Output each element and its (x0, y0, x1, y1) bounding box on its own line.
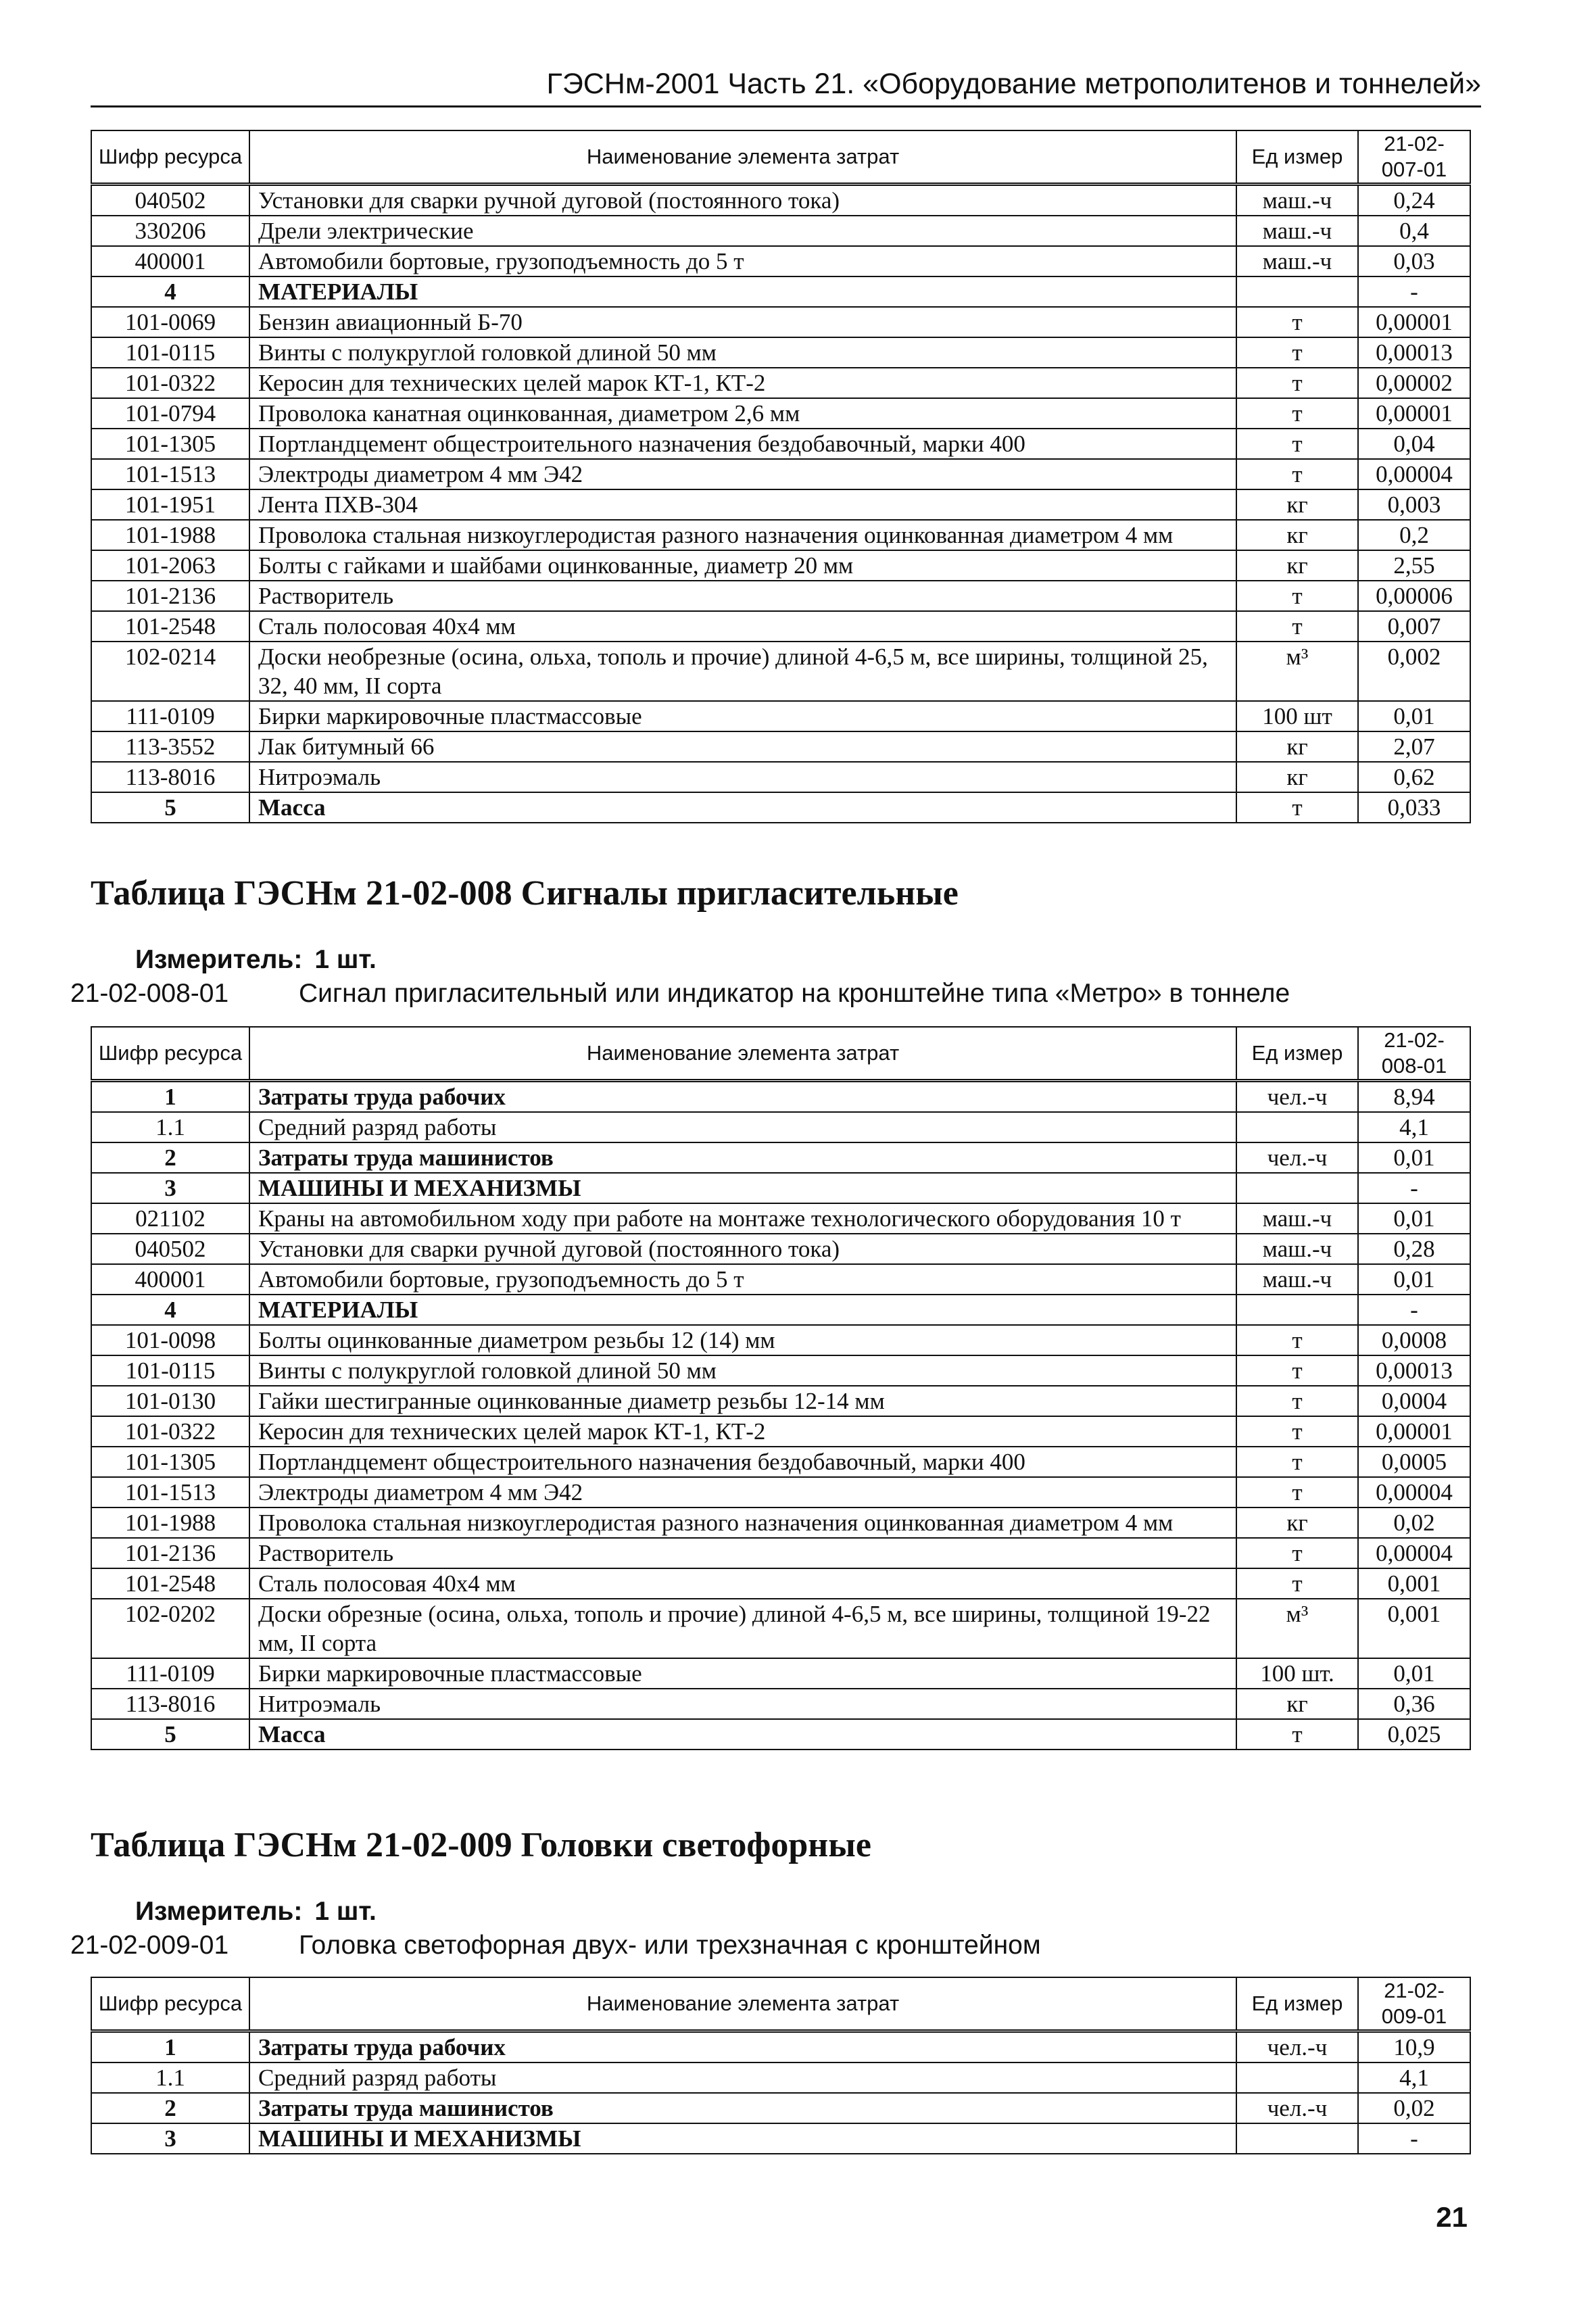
norm-value-cell: 0,01 (1358, 1658, 1470, 1689)
table-row (91, 489, 1470, 520)
resource-name-cell: Доски необрезные (осина, ольха, тополь и прочие) длиной 4-6,5 м, все ширины, толщиной 25, 32, 40 мм, II сорта (249, 642, 1236, 701)
table-header-row (91, 130, 1470, 185)
table-row (91, 762, 1470, 792)
table-row (91, 398, 1470, 429)
table-row (91, 1658, 1470, 1689)
table-header-row (91, 1977, 1470, 2031)
resource-name-cell: Средний разряд работы (249, 1112, 1236, 1142)
unit-cell: м³ (1236, 642, 1358, 701)
norm-value-cell: 10,9 (1358, 2031, 1470, 2063)
norm-value-cell: 4,1 (1358, 1112, 1470, 1142)
table-row (91, 459, 1470, 489)
norm-value-cell: 0,00004 (1358, 1477, 1470, 1507)
table-row (91, 2031, 1470, 2063)
unit-cell: т (1236, 429, 1358, 459)
resource-code-cell: 101-2063 (91, 550, 249, 581)
col-header-code: Шифр ресурса (91, 130, 249, 185)
resource-code-cell: 101-0322 (91, 368, 249, 398)
unit-cell: чел.-ч (1236, 2031, 1358, 2063)
unit-cell: т (1236, 307, 1358, 337)
unit-cell: т (1236, 1568, 1358, 1599)
norm-code: 21-02-008-01 (70, 979, 229, 1008)
norm-value-cell: 0,36 (1358, 1689, 1470, 1719)
resource-name-cell: Автомобили бортовые, грузоподъемность до 5 т (249, 1264, 1236, 1295)
resource-code-cell: 101-0069 (91, 307, 249, 337)
unit-cell: маш.-ч (1236, 185, 1358, 216)
norm-value-cell: 0,01 (1358, 1264, 1470, 1295)
norm-value-cell: 0,02 (1358, 1507, 1470, 1538)
norm-value-cell: 2,07 (1358, 731, 1470, 762)
table-row (91, 1719, 1470, 1750)
norm-line-21-02-008 (70, 979, 1290, 1009)
table-row (91, 2123, 1470, 2154)
norm-value-cell: 0,4 (1358, 216, 1470, 246)
resource-code-cell: 5 (91, 792, 249, 823)
resource-name-cell: Электроды диаметром 4 мм Э42 (249, 459, 1236, 489)
resource-name-cell: Затраты труда рабочих (249, 2031, 1236, 2063)
table-row (91, 1689, 1470, 1719)
unit-cell: т (1236, 1355, 1358, 1386)
table-row (91, 1355, 1470, 1386)
norm-value-cell: 0,00013 (1358, 1355, 1470, 1386)
table-row (91, 701, 1470, 731)
resource-name-cell: Электроды диаметром 4 мм Э42 (249, 1477, 1236, 1507)
norm-value-cell: 0,04 (1358, 429, 1470, 459)
resource-code-cell: 330206 (91, 216, 249, 246)
resource-name-cell: Керосин для технических целей марок КТ-1, КТ-2 (249, 368, 1236, 398)
unit-cell: кг (1236, 1507, 1358, 1538)
col-header-norm: 21-02-009-01 (1358, 1977, 1470, 2031)
table-row (91, 1538, 1470, 1568)
resource-name-cell: Бензин авиационный Б-70 (249, 307, 1236, 337)
norm-value-cell: 0,00001 (1358, 1416, 1470, 1447)
resource-name-cell: Болты с гайками и шайбами оцинкованные, диаметр 20 мм (249, 550, 1236, 581)
unit-cell: т (1236, 1416, 1358, 1447)
table-row (91, 1264, 1470, 1295)
table-row (91, 1416, 1470, 1447)
resource-code-cell: 113-3552 (91, 731, 249, 762)
unit-cell: т (1236, 368, 1358, 398)
unit-cell: кг (1236, 489, 1358, 520)
col-header-norm: 21-02-007-01 (1358, 130, 1470, 185)
table-row (91, 216, 1470, 246)
resource-code-cell: 2 (91, 1142, 249, 1173)
resource-name-cell: Масса (249, 792, 1236, 823)
col-header-code: Шифр ресурса (91, 1027, 249, 1081)
table-row (91, 1234, 1470, 1264)
unit-cell: кг (1236, 520, 1358, 550)
table-row (91, 550, 1470, 581)
resource-code-cell: 111-0109 (91, 1658, 249, 1689)
measure-line-21-02-008 (135, 945, 377, 975)
resource-table-21-02-008 (91, 1026, 1471, 1750)
table-row (91, 1295, 1470, 1325)
norm-value-cell: - (1358, 1295, 1470, 1325)
unit-cell: маш.-ч (1236, 1264, 1358, 1295)
unit-cell: маш.-ч (1236, 1203, 1358, 1234)
norm-value-cell: 0,033 (1358, 792, 1470, 823)
table-row (91, 581, 1470, 611)
col-header-unit: Ед измер (1236, 130, 1358, 185)
unit-cell: кг (1236, 731, 1358, 762)
unit-cell: т (1236, 459, 1358, 489)
resource-name-cell: МАШИНЫ И МЕХАНИЗМЫ (249, 1173, 1236, 1203)
table-row (91, 1112, 1470, 1142)
unit-cell: т (1236, 1386, 1358, 1416)
resource-name-cell: Керосин для технических целей марок КТ-1, КТ-2 (249, 1416, 1236, 1447)
resource-name-cell: Проволока канатная оцинкованная, диаметром 2,6 мм (249, 398, 1236, 429)
unit-cell (1236, 2123, 1358, 2154)
resource-name-cell: Затраты труда машинистов (249, 1142, 1236, 1173)
norm-value-cell: 0,001 (1358, 1599, 1470, 1658)
resource-name-cell: МАШИНЫ И МЕХАНИЗМЫ (249, 2123, 1236, 2154)
resource-name-cell: Бирки маркировочные пластмассовые (249, 701, 1236, 731)
resource-code-cell: 400001 (91, 1264, 249, 1295)
resource-name-cell: Гайки шестигранные оцинкованные диаметр резьбы 12-14 мм (249, 1386, 1236, 1416)
resource-name-cell: Растворитель (249, 1538, 1236, 1568)
resource-name-cell: Болты оцинкованные диаметром резьбы 12 (14) мм (249, 1325, 1236, 1355)
norm-value-cell: 0,01 (1358, 1203, 1470, 1234)
table-title-21-02-009: Таблица ГЭСНм 21-02-009 Головки светофорные (91, 1826, 871, 1864)
table-row (91, 1447, 1470, 1477)
measure-value: 1 шт. (314, 945, 377, 974)
unit-cell: кг (1236, 762, 1358, 792)
norm-value-cell: 0,007 (1358, 611, 1470, 642)
table-row (91, 1081, 1470, 1113)
resource-code-cell: 101-1305 (91, 1447, 249, 1477)
norm-value-cell: - (1358, 276, 1470, 307)
resource-code-cell: 1.1 (91, 2062, 249, 2093)
resource-name-cell: Дрели электрические (249, 216, 1236, 246)
unit-cell: т (1236, 1719, 1358, 1750)
table-row (91, 1203, 1470, 1234)
unit-cell: кг (1236, 1689, 1358, 1719)
norm-value-cell: 0,03 (1358, 246, 1470, 276)
table-row (91, 276, 1470, 307)
resource-name-cell: Лента ПХВ-304 (249, 489, 1236, 520)
unit-cell: кг (1236, 550, 1358, 581)
norm-value-cell: 2,55 (1358, 550, 1470, 581)
resource-table-21-02-009 (91, 1977, 1471, 2154)
norm-value-cell: - (1358, 1173, 1470, 1203)
norm-value-cell: 0,00001 (1358, 398, 1470, 429)
col-header-unit: Ед измер (1236, 1027, 1358, 1081)
table-row (91, 246, 1470, 276)
unit-cell: маш.-ч (1236, 1234, 1358, 1264)
unit-cell: т (1236, 581, 1358, 611)
norm-line-21-02-009 (70, 1931, 1041, 1960)
measure-line-21-02-009 (135, 1897, 377, 1927)
unit-cell: т (1236, 1325, 1358, 1355)
norm-name: Сигнал пригласительный или индикатор на кронштейне типа «Метро» в тоннеле (299, 979, 1290, 1008)
unit-cell (1236, 276, 1358, 307)
table-row (91, 1477, 1470, 1507)
resource-code-cell: 3 (91, 2123, 249, 2154)
norm-value-cell: 0,01 (1358, 1142, 1470, 1173)
norm-value-cell: 0,24 (1358, 185, 1470, 216)
table-row (91, 1325, 1470, 1355)
norm-value-cell: 0,2 (1358, 520, 1470, 550)
resource-code-cell: 111-0109 (91, 701, 249, 731)
resource-name-cell: Винты с полукруглой головкой длиной 50 мм (249, 1355, 1236, 1386)
unit-cell (1236, 2062, 1358, 2093)
resource-code-cell: 1.1 (91, 1112, 249, 1142)
resource-code-cell: 101-0130 (91, 1386, 249, 1416)
resource-code-cell: 101-0115 (91, 337, 249, 368)
resource-code-cell: 101-0098 (91, 1325, 249, 1355)
col-header-code: Шифр ресурса (91, 1977, 249, 2031)
unit-cell (1236, 1112, 1358, 1142)
norm-value-cell: 0,00004 (1358, 459, 1470, 489)
unit-cell: т (1236, 1447, 1358, 1477)
table-row (91, 1507, 1470, 1538)
resource-code-cell: 101-0322 (91, 1416, 249, 1447)
resource-name-cell: Масса (249, 1719, 1236, 1750)
table-row (91, 731, 1470, 762)
resource-code-cell: 4 (91, 1295, 249, 1325)
resource-code-cell: 101-2136 (91, 581, 249, 611)
resource-name-cell: Растворитель (249, 581, 1236, 611)
running-header: ГЭСНм-2001 Часть 21. «Оборудование метрополитенов и тоннелей» (91, 66, 1481, 107)
resource-name-cell: Сталь полосовая 40х4 мм (249, 611, 1236, 642)
resource-code-cell: 1 (91, 1081, 249, 1113)
resource-code-cell: 021102 (91, 1203, 249, 1234)
table-row (91, 337, 1470, 368)
table-row (91, 611, 1470, 642)
resource-code-cell: 2 (91, 2093, 249, 2123)
norm-value-cell: 0,001 (1358, 1568, 1470, 1599)
resource-code-cell: 101-0115 (91, 1355, 249, 1386)
unit-cell: т (1236, 611, 1358, 642)
table-row (91, 1568, 1470, 1599)
resource-name-cell: Лак битумный 66 (249, 731, 1236, 762)
unit-cell: т (1236, 792, 1358, 823)
table-row (91, 520, 1470, 550)
unit-cell: чел.-ч (1236, 1081, 1358, 1113)
resource-code-cell: 113-8016 (91, 1689, 249, 1719)
resource-name-cell: Средний разряд работы (249, 2062, 1236, 2093)
resource-name-cell: Нитроэмаль (249, 762, 1236, 792)
unit-cell: м³ (1236, 1599, 1358, 1658)
norm-value-cell: 8,94 (1358, 1081, 1470, 1113)
unit-cell (1236, 1295, 1358, 1325)
col-header-name: Наименование элемента затрат (249, 130, 1236, 185)
unit-cell: т (1236, 1538, 1358, 1568)
resource-code-cell: 101-1305 (91, 429, 249, 459)
col-header-name: Наименование элемента затрат (249, 1977, 1236, 2031)
measure-label: Измеритель: (135, 945, 303, 974)
resource-code-cell: 101-2548 (91, 1568, 249, 1599)
table-row (91, 1173, 1470, 1203)
norm-name: Головка светофорная двух- или трехзначная с кронштейном (299, 1931, 1041, 1960)
resource-code-cell: 040502 (91, 1234, 249, 1264)
table-header-row (91, 1027, 1470, 1081)
table-row (91, 1599, 1470, 1658)
resource-name-cell: Бирки маркировочные пластмассовые (249, 1658, 1236, 1689)
table-row (91, 792, 1470, 823)
resource-code-cell: 040502 (91, 185, 249, 216)
resource-code-cell: 5 (91, 1719, 249, 1750)
resource-name-cell: Нитроэмаль (249, 1689, 1236, 1719)
norm-value-cell: 0,00006 (1358, 581, 1470, 611)
norm-value-cell: 0,003 (1358, 489, 1470, 520)
table-row (91, 307, 1470, 337)
col-header-norm: 21-02-008-01 (1358, 1027, 1470, 1081)
norm-value-cell: 0,02 (1358, 2093, 1470, 2123)
table-row (91, 1142, 1470, 1173)
unit-cell: чел.-ч (1236, 1142, 1358, 1173)
norm-value-cell: 0,62 (1358, 762, 1470, 792)
resource-code-cell: 102-0202 (91, 1599, 249, 1658)
table-row (91, 429, 1470, 459)
resource-code-cell: 113-8016 (91, 762, 249, 792)
resource-code-cell: 1 (91, 2031, 249, 2063)
norm-value-cell: 0,0005 (1358, 1447, 1470, 1477)
norm-value-cell: 0,0004 (1358, 1386, 1470, 1416)
page-number: 21 (1436, 2201, 1468, 2233)
norm-value-cell: 0,00001 (1358, 307, 1470, 337)
resource-code-cell: 4 (91, 276, 249, 307)
resource-code-cell: 101-0794 (91, 398, 249, 429)
unit-cell: т (1236, 337, 1358, 368)
resource-code-cell: 101-2548 (91, 611, 249, 642)
table-row (91, 642, 1470, 701)
norm-value-cell: 0,00002 (1358, 368, 1470, 398)
resource-name-cell: Проволока стальная низкоуглеродистая разного назначения оцинкованная диаметром 4 мм (249, 520, 1236, 550)
resource-name-cell: Затраты труда машинистов (249, 2093, 1236, 2123)
norm-value-cell: 0,002 (1358, 642, 1470, 701)
unit-cell: 100 шт. (1236, 1658, 1358, 1689)
resource-name-cell: Проволока стальная низкоуглеродистая разного назначения оцинкованная диаметром 4 мм (249, 1507, 1236, 1538)
norm-value-cell: 0,025 (1358, 1719, 1470, 1750)
resource-name-cell: Сталь полосовая 40х4 мм (249, 1568, 1236, 1599)
norm-value-cell: 4,1 (1358, 2062, 1470, 2093)
resource-name-cell: Краны на автомобильном ходу при работе на монтаже технологического оборудования 10 т (249, 1203, 1236, 1234)
resource-name-cell: Установки для сварки ручной дуговой (постоянного тока) (249, 1234, 1236, 1264)
resource-name-cell: Доски обрезные (осина, ольха, тополь и прочие) длиной 4-6,5 м, все ширины, толщиной 19-22 мм, II сорта (249, 1599, 1236, 1658)
table-title-21-02-008: Таблица ГЭСНм 21-02-008 Сигналы пригласительные (91, 874, 959, 913)
unit-cell: т (1236, 1477, 1358, 1507)
table-row (91, 2062, 1470, 2093)
resource-name-cell: Установки для сварки ручной дуговой (постоянного тока) (249, 185, 1236, 216)
unit-cell: маш.-ч (1236, 246, 1358, 276)
table-row (91, 1386, 1470, 1416)
norm-value-cell: - (1358, 2123, 1470, 2154)
resource-code-cell: 101-2136 (91, 1538, 249, 1568)
col-header-name: Наименование элемента затрат (249, 1027, 1236, 1081)
unit-cell: маш.-ч (1236, 216, 1358, 246)
resource-code-cell: 102-0214 (91, 642, 249, 701)
resource-table-21-02-007 (91, 130, 1471, 823)
table-row (91, 2093, 1470, 2123)
unit-cell: чел.-ч (1236, 2093, 1358, 2123)
resource-name-cell: Портландцемент общестроительного назначения бездобавочный, марки 400 (249, 1447, 1236, 1477)
table-row (91, 368, 1470, 398)
norm-value-cell: 0,01 (1358, 701, 1470, 731)
unit-cell: т (1236, 398, 1358, 429)
resource-name-cell: МАТЕРИАЛЫ (249, 1295, 1236, 1325)
resource-code-cell: 3 (91, 1173, 249, 1203)
resource-name-cell: Автомобили бортовые, грузоподъемность до 5 т (249, 246, 1236, 276)
resource-code-cell: 101-1988 (91, 520, 249, 550)
table-row (91, 185, 1470, 216)
unit-cell: 100 шт (1236, 701, 1358, 731)
resource-code-cell: 101-1513 (91, 459, 249, 489)
resource-code-cell: 400001 (91, 246, 249, 276)
measure-label: Измеритель: (135, 1897, 303, 1926)
norm-code: 21-02-009-01 (70, 1931, 229, 1960)
unit-cell (1236, 1173, 1358, 1203)
norm-value-cell: 0,28 (1358, 1234, 1470, 1264)
norm-value-cell: 0,0008 (1358, 1325, 1470, 1355)
norm-value-cell: 0,00013 (1358, 337, 1470, 368)
resource-code-cell: 101-1951 (91, 489, 249, 520)
resource-code-cell: 101-1513 (91, 1477, 249, 1507)
resource-name-cell: МАТЕРИАЛЫ (249, 276, 1236, 307)
col-header-unit: Ед измер (1236, 1977, 1358, 2031)
resource-code-cell: 101-1988 (91, 1507, 249, 1538)
resource-name-cell: Портландцемент общестроительного назначения бездобавочный, марки 400 (249, 429, 1236, 459)
resource-name-cell: Винты с полукруглой головкой длиной 50 мм (249, 337, 1236, 368)
measure-value: 1 шт. (314, 1897, 377, 1926)
resource-name-cell: Затраты труда рабочих (249, 1081, 1236, 1113)
norm-value-cell: 0,00004 (1358, 1538, 1470, 1568)
